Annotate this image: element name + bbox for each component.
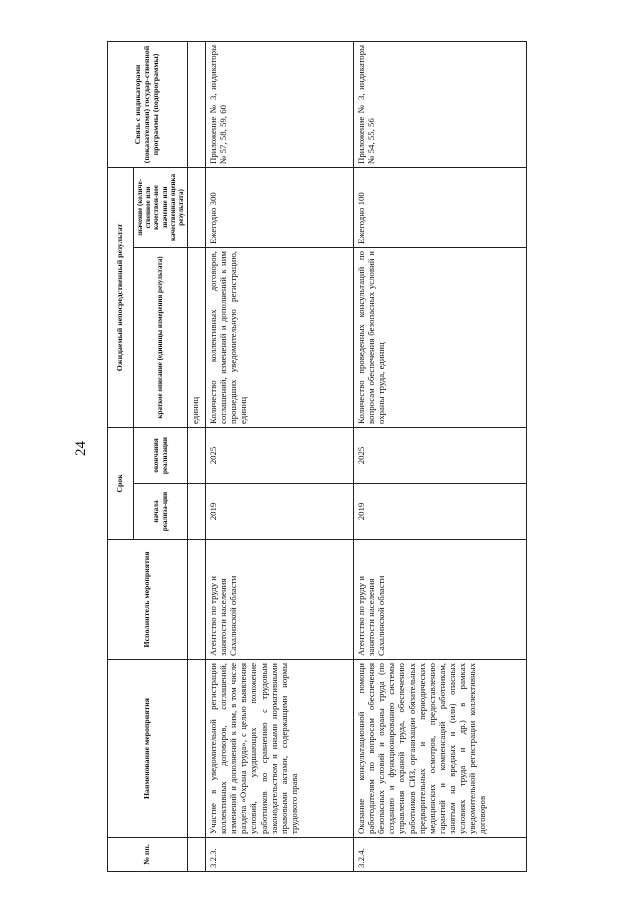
header-link: Связь с индикаторами (показателями) государ-ственной программы (подпрограммы) xyxy=(108,41,188,167)
header-term: Срок xyxy=(108,427,134,539)
row-result-desc: Количество коллективных договоров, соглашений, изменений и дополнений к ним прошедших уведомительную регистрацию, единиц xyxy=(206,247,354,427)
row-executor: Агентство по труду и занятости населения Сахалинской области xyxy=(354,540,527,660)
continuation-result-desc: единиц xyxy=(188,247,206,427)
row-executor: Агентство по труду и занятости населения Сахалинской области xyxy=(206,540,354,660)
header-result-value: значение (количе-ственное или качествен-ное значение или качественная оценка результата) xyxy=(134,167,188,247)
row-result-value: Ежегодно 300 xyxy=(206,167,354,247)
row-end: 2025 xyxy=(354,427,527,483)
header-result: Ожидаемый непосредственный результат xyxy=(108,167,134,427)
header-term-end: окончания реализации xyxy=(134,427,188,483)
row-result-desc: Количество проведенных консультаций по вопросам обеспечения безопасных условий и охраны труда, единиц xyxy=(354,247,527,427)
row-link: Приложение № 3, индикаторы № 54, 55, 56 xyxy=(354,41,527,167)
page-number: 24 xyxy=(73,441,89,456)
program-activities-table xyxy=(107,41,527,872)
row-start: 2019 xyxy=(206,484,354,540)
table-row xyxy=(354,41,527,871)
header-term-start: начала реализа-ции xyxy=(134,484,188,540)
row-start: 2019 xyxy=(354,484,527,540)
rotated-table-container xyxy=(107,42,527,872)
header-name: Наименование мероприятия xyxy=(108,660,188,838)
row-end: 2025 xyxy=(206,427,354,483)
row-num: 3.2.3. xyxy=(206,838,354,872)
row-result-value: Ежегодно 100 xyxy=(354,167,527,247)
header-result-desc: краткое описание (единицы измерения результата) xyxy=(134,247,188,427)
row-link: Приложение № 3, индикаторы № 57, 58, 59, 60 xyxy=(206,41,354,167)
row-num: 3.2.4. xyxy=(354,838,527,872)
table-row-continuation xyxy=(188,41,206,871)
header-executor: Исполнитель мероприятия xyxy=(108,540,188,660)
header-num: № пп. xyxy=(108,838,188,872)
row-name: Оказание консультационной помощи работодателям по вопросам обеспечения безопасных условий и охраны труда (по созданию и функционированию системы управления охраной труда, обеспечению работников СИЗ, организации обязательных предварительных и периодических медицинских осмотров, предоставлению гарантий и компенсаций работникам, занятым на вредных и (или) опасных условиях труда и др.) в рамках уведомительной регистрации коллективных договоров xyxy=(354,660,527,838)
table-row xyxy=(206,41,354,871)
row-name: Участие в уведомительной регистрации коллективных договоров, соглашений, изменений и дополнений к ним, в том числе раздела «Охрана труда», с целью выявления условий, ухудшающих положение работников по сравнению с трудовым законодательством и иными нормативными правовыми актами, содержащими нормы трудового права xyxy=(206,660,354,838)
